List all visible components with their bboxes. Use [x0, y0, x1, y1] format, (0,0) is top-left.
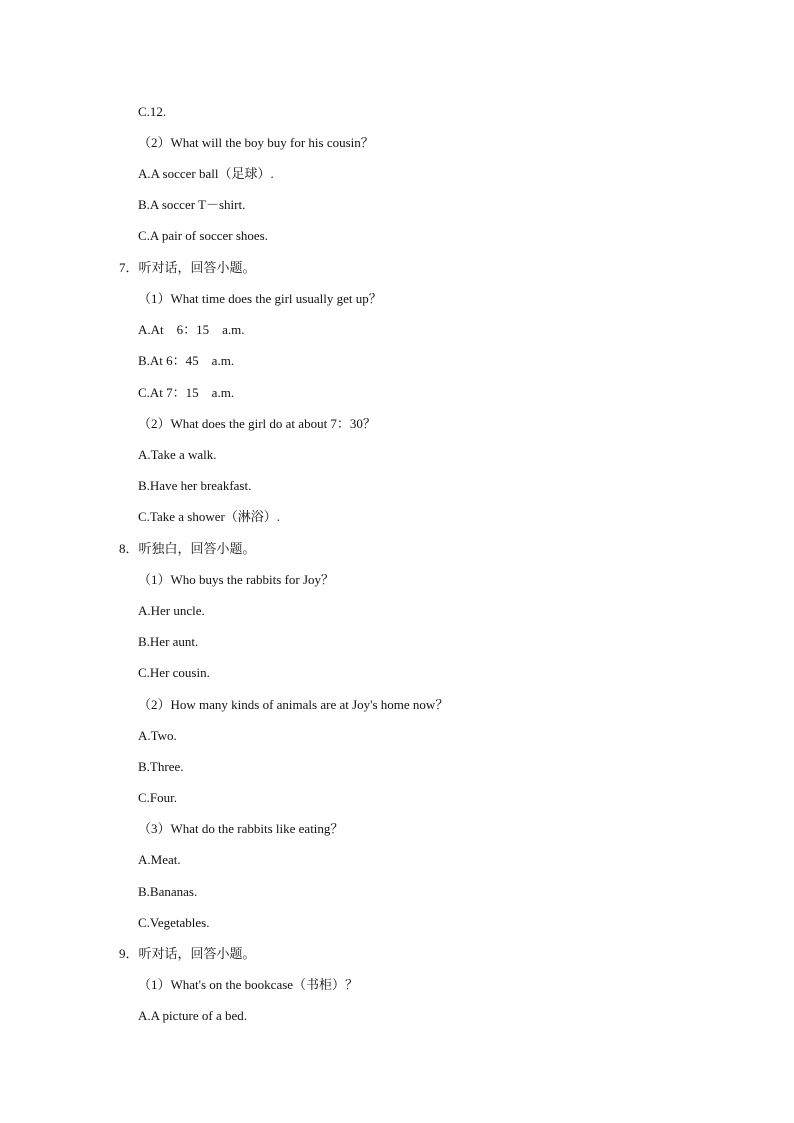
q8-sub3-option-a: A.Meat.: [138, 852, 181, 867]
q7-sub2-question: （2）What does the girl do at about 7：30？: [138, 416, 376, 431]
question-7-heading: 7．听对话，回答小题。: [119, 260, 256, 275]
q9-sub1-option-a: A.A picture of a bed.: [138, 1008, 248, 1023]
q6-sub2-question: （2）What will the boy buy for his cousin？: [138, 135, 374, 150]
q7-sub1-option-b: B.At 6：45 a.m.: [138, 353, 235, 368]
q8-sub3-option-b: B.Bananas.: [138, 884, 198, 899]
q6-sub1-option-c: C.12.: [138, 104, 167, 119]
q7-sub1-question: （1）What time does the girl usually get up？: [138, 291, 382, 306]
q9-sub1-question: （1）What's on the bookcase（书柜）？: [138, 977, 359, 992]
q8-sub3-question: （3）What do the rabbits like eating？: [138, 821, 344, 836]
q7-sub2-option-b: B.Have her breakfast.: [138, 478, 252, 493]
q8-sub3-option-c: C.Vegetables.: [138, 915, 210, 930]
q8-sub2-option-b: B.Three.: [138, 759, 184, 774]
q7-sub1-option-a: A.At 6：15 a.m.: [138, 322, 245, 337]
q6-sub2-option-a: A.A soccer ball（足球）.: [138, 166, 274, 181]
q7-sub1-option-c: C.At 7：15 a.m.: [138, 385, 235, 400]
q8-sub1-option-a: A.Her uncle.: [138, 603, 205, 618]
q8-sub2-question: （2）How many kinds of animals are at Joy's home now？: [138, 697, 449, 712]
q7-sub2-option-a: A.Take a walk.: [138, 447, 217, 462]
question-9-heading: 9．听对话，回答小题。: [119, 946, 256, 961]
q6-sub2-option-b: B.A soccer T－shirt.: [138, 197, 246, 212]
q6-sub2-option-c: C.A pair of soccer shoes.: [138, 228, 268, 243]
q8-sub2-option-a: A.Two.: [138, 728, 177, 743]
q7-sub2-option-c: C.Take a shower（淋浴）.: [138, 509, 281, 524]
q8-sub1-option-c: C.Her cousin.: [138, 665, 210, 680]
q8-sub2-option-c: C.Four.: [138, 790, 178, 805]
q8-sub1-question: （1）Who buys the rabbits for Joy？: [138, 572, 335, 587]
q8-sub1-option-b: B.Her aunt.: [138, 634, 199, 649]
question-8-heading: 8．听独白，回答小题。: [119, 541, 256, 556]
